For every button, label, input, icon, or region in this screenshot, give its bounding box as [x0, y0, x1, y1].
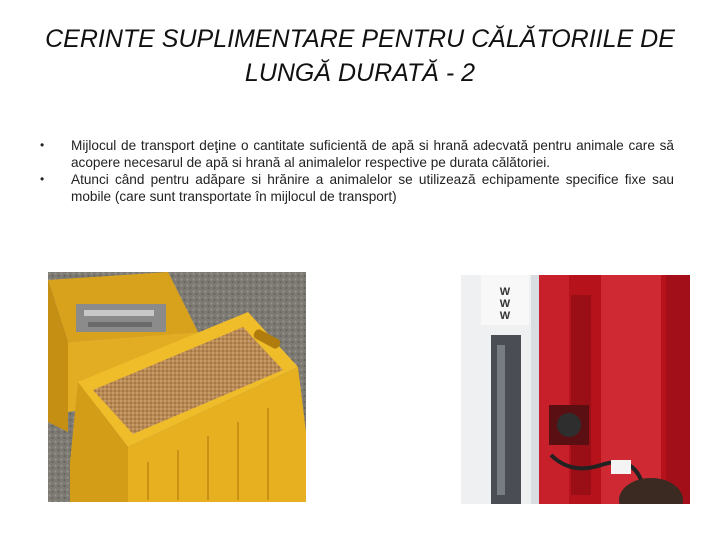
- slide-title: [40, 22, 680, 90]
- truck-illustration: [461, 275, 690, 504]
- bullet-item: [40, 171, 674, 205]
- truck-letter-1: W: [499, 286, 511, 298]
- photo-yellow-crates: [48, 272, 306, 502]
- slide-title-line-1: CERINTE SUPLIMENTARE PENTRU CĂLĂTORIILE DE: [45, 25, 675, 53]
- photo-red-truck: [461, 275, 690, 504]
- bullet-dot-icon: •: [40, 172, 45, 186]
- slide-title-line-2: LUNGĂ DURATĂ - 2: [244, 59, 476, 87]
- bullet-list: [40, 137, 674, 205]
- bullet-item: [40, 137, 674, 171]
- crates-illustration: [48, 272, 306, 502]
- bullet-dot-icon: •: [40, 138, 45, 152]
- truck-letter-3: W: [499, 310, 511, 322]
- bullet-text: Atunci când pentru adăpare si hrănire a animalelor se utilizează echipamente specifice fixe sau mobile (care sunt transportate în mijlocul de transport): [71, 172, 674, 204]
- truck-letter-2: W: [499, 298, 511, 310]
- bullet-text: Mijlocul de transport deţine o cantitate suficientă de apă si hrană adecvată pentru animale care să acopere necesarul de apă si hrană al animalelor respective pe durata călătoriei.: [71, 138, 674, 170]
